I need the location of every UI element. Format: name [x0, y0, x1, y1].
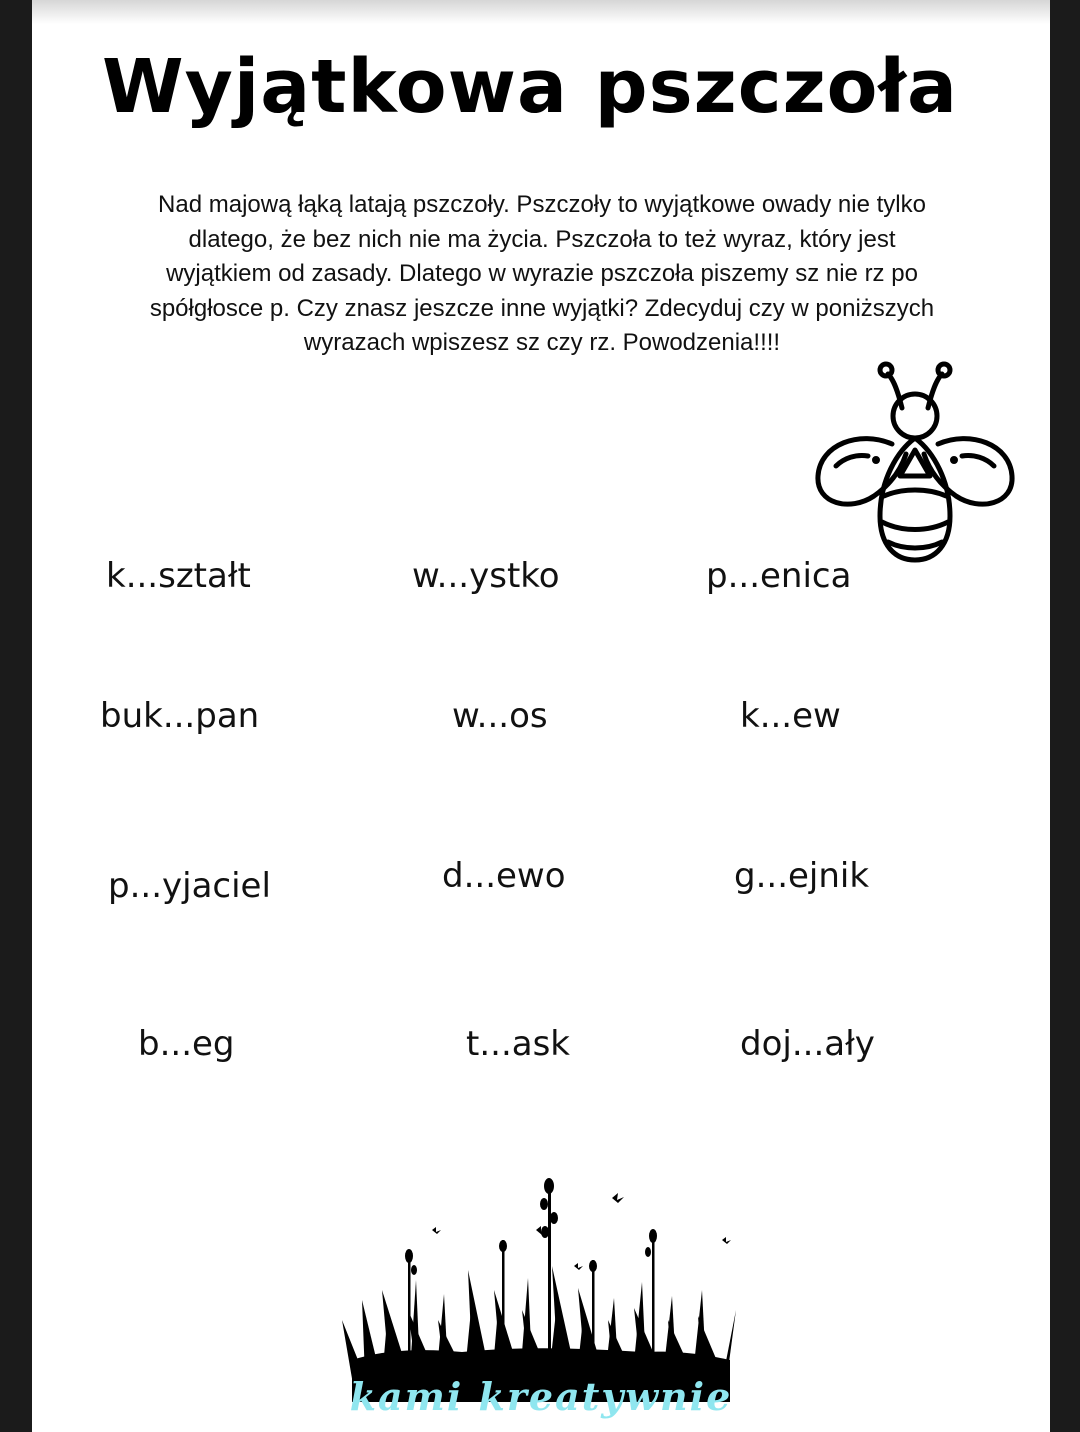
word-blank: k...ew: [740, 696, 841, 736]
word-blank: b...eg: [138, 1024, 235, 1064]
word-blank: doj...ały: [740, 1024, 875, 1064]
word-blank: t...ask: [466, 1024, 570, 1064]
word-blank: k...ształt: [106, 556, 251, 596]
brand-signature: kami kreatywnie: [349, 1374, 733, 1419]
intro-paragraph: [102, 188, 982, 361]
word-blank: p...yjaciel: [108, 866, 271, 906]
top-shadow: [32, 0, 1050, 24]
intro-line: spółgłosce p. Czy znasz jeszcze inne wyjątki? Zdecyduj czy w poniższych: [149, 294, 935, 322]
worksheet-page: [32, 0, 1050, 1432]
meadow-grass-illustration: [322, 1170, 742, 1402]
word-blank: w...ystko: [412, 556, 560, 596]
word-blank: d...ewo: [442, 856, 566, 896]
intro-line: dlatego, że bez nich nie ma życia. Pszczoła to też wyraz, który jest: [188, 225, 896, 253]
intro-line: wyjątkiem od zasady. Dlatego w wyrazie pszczoła piszemy sz nie rz po: [166, 260, 918, 287]
word-blank: w...os: [452, 696, 548, 736]
word-blank: p...enica: [706, 556, 852, 596]
intro-line: Nad majową łąką latają pszczoły. Pszczoły to wyjątkowe owady nie tylko: [158, 191, 926, 218]
word-blank: buk...pan: [100, 696, 260, 736]
bee-icon: [810, 356, 1020, 571]
page-title: Wyjątkowa pszczoła: [102, 44, 958, 130]
intro-line: wyrazach wpiszesz sz czy rz. Powodzenia!!!!: [303, 329, 781, 356]
word-blank: g...ejnik: [734, 856, 870, 896]
